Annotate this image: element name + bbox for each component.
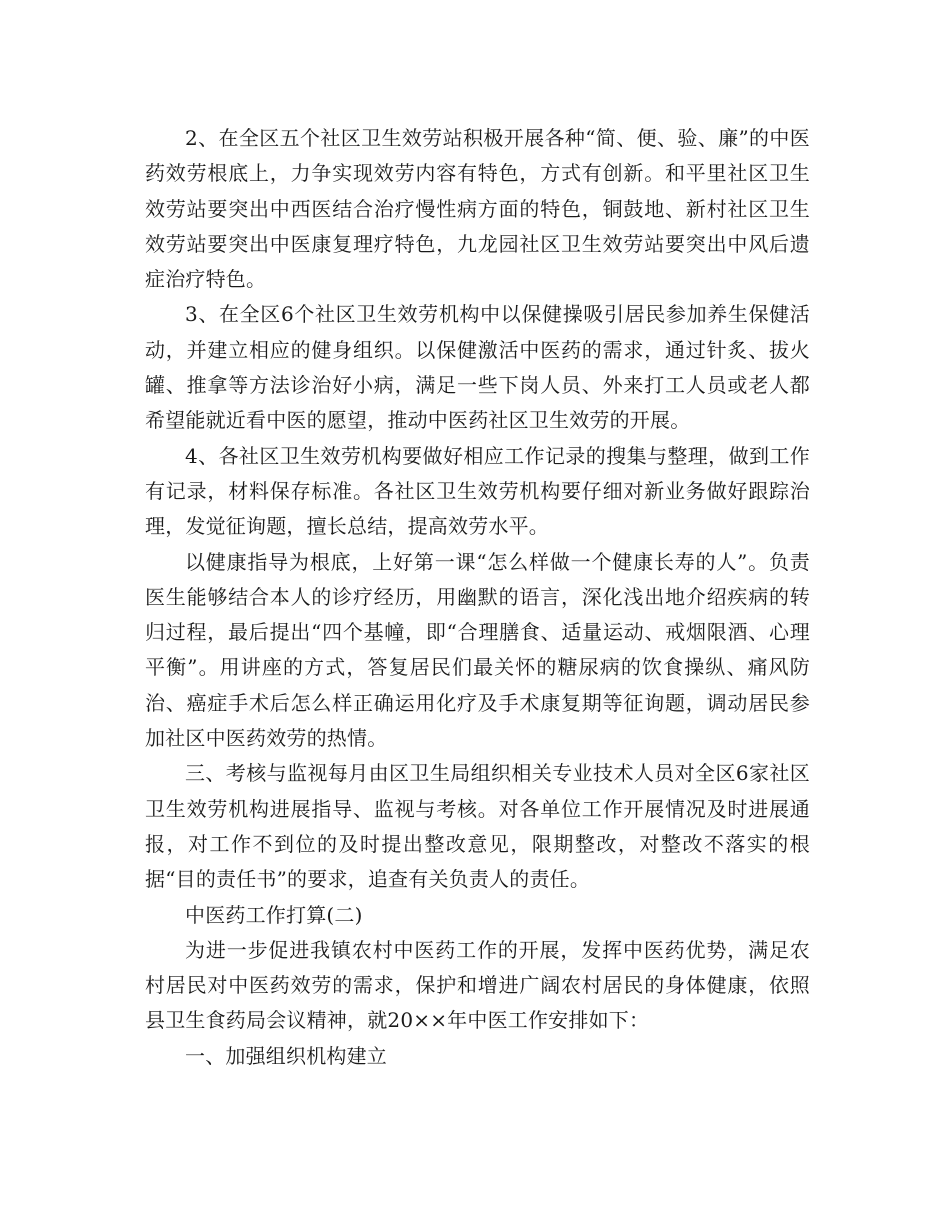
paragraph-intro: 为进一步促进我镇农村中医药工作的开展，发挥中医药优势，满足农村居民对中医药效劳的需求，保护和增进广阔农村居民的身体健康，依照县卫生食药局会议精神，就20××年中医工作安排如下： (145, 937, 810, 1033)
section-heading-one: 一、加强组织机构建立 (185, 1043, 387, 1068)
paragraph-item-3: 3、在全区6个社区卫生效劳机构中以保健操吸引居民参加养生保健活动，并建立相应的健身组织。以保健激活中医药的需求，通过针炙、拔火罐、推拿等方法诊治好小病，满足一些下岗人员、外来打工人员或老人都希望能就近看中医的愿望，推动中医药社区卫生效劳的开展。 (145, 302, 810, 433)
paragraph-item-4: 4、各社区卫生效劳机构要做好相应工作记录的搜集与整理，做到工作有记录，材料保存标准。各社区卫生效劳机构要仔细对新业务做好跟踪治理，发觉征询题，擅长总结，提高效劳水平。 (145, 443, 810, 539)
paragraph-section-three: 三、考核与监视每月由区卫生局组织相关专业技术人员对全区6家社区卫生效劳机构进展指导、监视与考核。对各单位工作开展情况及时进展通报，对工作不到位的及时提出整改意见，限期整改，对整改不落实的根据“目的责任书”的要求，追查有关负责人的责任。 (145, 761, 810, 892)
paragraph-item-2: 2、在全区五个社区卫生效劳站积极开展各种“简、便、验、廉”的中医药效劳根底上，力争实现效劳内容有特色，方式有创新。和平里社区卫生效劳站要突出中西医结合治疗慢性病方面的特色，铜鼓地、新村社区卫生效劳站要突出中医康复理疗特色，九龙园社区卫生效劳站要突出中风后遗症治疗特色。 (145, 126, 810, 292)
document-body (145, 121, 810, 1074)
section-heading-plan-two: 中医药工作打算(二) (185, 902, 363, 927)
paragraph-health-guidance: 以健康指导为根底，上好第一课“怎么样做一个健康长寿的人”。负责医生能够结合本人的诊疗经历，用幽默的语言，深化浅出地介绍疾病的转归过程，最后提出“四个基幢，即“合理膳食、适量运动、戒烟限酒、心理平衡”。用讲座的方式，答复居民们最关怀的糖尿病的饮食操纵、痛风防治、癌症手术后怎么样正确运用化疗及手术康复期等征询题，调动居民参加社区中医药效劳的热情。 (145, 549, 810, 751)
